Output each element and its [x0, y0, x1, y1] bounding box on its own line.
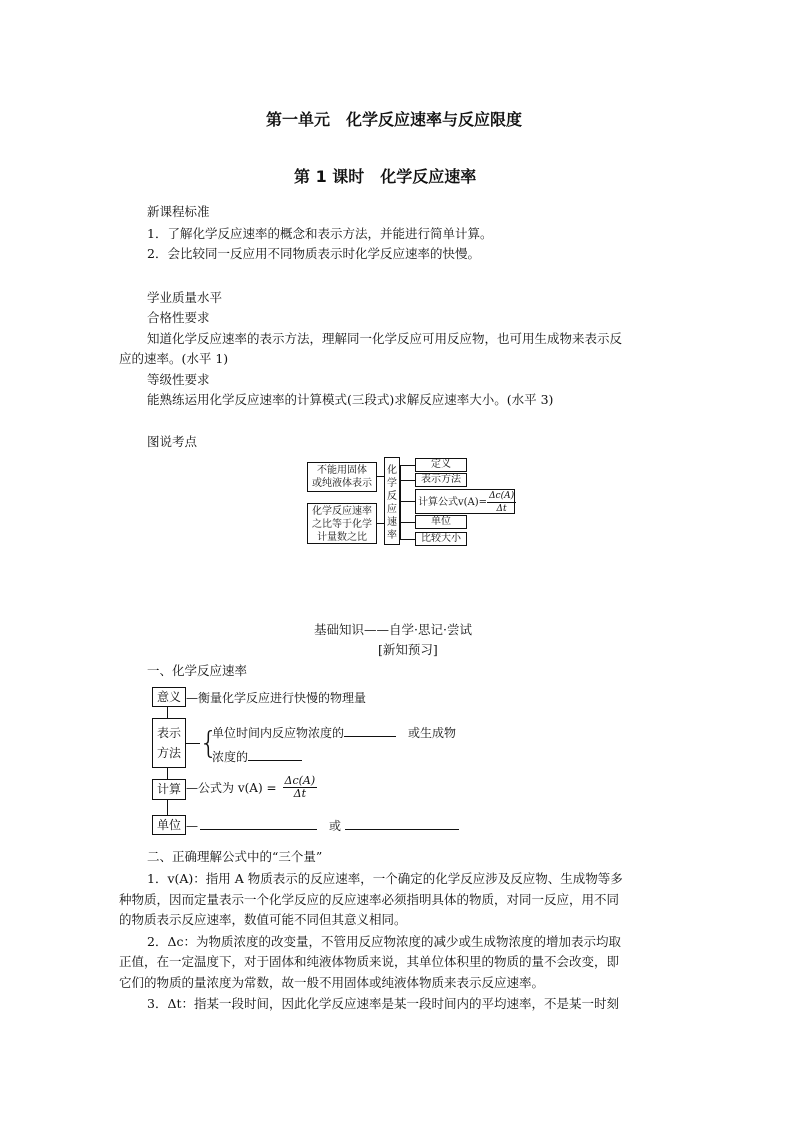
grade-line: 能熟练运用化学反应速率的计算模式(三段式)求解反应速率大小。(水平 3) [147, 392, 554, 407]
connector [400, 480, 415, 481]
diagram-formula-fraction [487, 490, 516, 515]
method-brace: { [199, 726, 219, 761]
section2-line-2: 种物质，因而定量表示一个化学反应的反应速率必须指明具体的物质，对同一反应，用不同 [119, 892, 620, 907]
method-line-2-text: 浓度的 [212, 750, 249, 764]
section2-line-3: 的物质表示反应速率，数值可能不同但其意义相同。 [119, 912, 407, 927]
label-method [152, 718, 186, 768]
diagram-text: 速 [387, 517, 397, 528]
section2-line-5: 正值，在一定温度下，对于固体和纯液体物质来说，其单位体积里的物质的量不会改变，即 [119, 954, 620, 969]
label-meaning: 意义 [152, 687, 186, 707]
diagram-text: 计量数之比 [317, 532, 367, 543]
section2-line-7: 3．Δt：指某一段时间，因此化学反应速率是某一段时间内的平均速率，不是某一时刻 [147, 996, 620, 1011]
section2-heading: 二、正确理解公式中的“三个量” [147, 849, 323, 864]
pass-heading: 合格性要求 [147, 310, 210, 325]
label-method-line: 表示 [156, 726, 181, 740]
connector [167, 767, 168, 779]
standards-item-2: 2．会比较同一反应用不同物质表示时化学反应速率的快慢。 [147, 246, 480, 261]
section1-heading: 一、化学反应速率 [147, 663, 248, 678]
diagram-text: 学 [387, 478, 397, 489]
standards-heading: 新课程标准 [147, 204, 210, 219]
calc-denominator: Δt [293, 787, 306, 800]
unit-or: 或 [329, 819, 342, 833]
diagram-text: 反 [387, 491, 397, 502]
section2-line-6: 它们的物质的量浓度为常数，故一般不用固体或纯液体物质来表示反应速率。 [119, 975, 545, 990]
diagram-box-unit: 单位 [415, 515, 467, 529]
connector [186, 743, 200, 744]
unit-title: 第一单元 化学反应速率与反应限度 [266, 110, 523, 129]
connector [400, 465, 415, 466]
diagram-text: 不能用固体 [317, 465, 367, 476]
connector [377, 523, 384, 524]
connector [377, 476, 384, 477]
diagram-box-definition: 定义 [415, 458, 467, 472]
diagram-center-box [384, 457, 400, 545]
label-method-line: 方法 [156, 746, 181, 760]
diagram-formula-label: 计算公式v(A)= [418, 496, 488, 508]
diagram-text: 应 [387, 504, 397, 515]
label-unit: 单位 [152, 815, 186, 835]
calc-numerator: Δc(A) [284, 774, 316, 787]
connector [167, 706, 168, 718]
method-line-1 [212, 724, 456, 741]
method-line-1-text: 单位时间内反应物浓度的 [212, 726, 345, 740]
diagram-box-method: 表示方法 [415, 473, 467, 487]
diagram-formula-numerator: Δc(A) [489, 491, 515, 501]
diagram-box-ratio [307, 503, 377, 544]
diagram-text: 化学反应速率 [312, 506, 372, 517]
blank-unit-1[interactable] [200, 829, 317, 830]
calc-text: —公式为 v(A) = [186, 781, 277, 795]
standards-item-1: 1．了解化学反应速率的概念和表示方法，并能进行简单计算。 [147, 226, 493, 241]
connector [400, 539, 415, 540]
basics-heading: 基础知识——自学·思记·尝试 [314, 622, 472, 637]
diagram-box-compare: 比较大小 [415, 532, 467, 546]
basics-subheading: [新知预习] [378, 642, 438, 657]
quality-heading: 学业质量水平 [147, 290, 223, 305]
diagram-box-formula [415, 489, 515, 514]
pass-line-2: 应的速率。(水平 1) [119, 351, 229, 366]
pass-line-1: 知道化学反应速率的表示方法，理解同一化学反应可用反应物，也可用生成物来表示反 [147, 331, 623, 346]
diagram-text: 率 [387, 530, 397, 541]
section2-line-4: 2．Δc：为物质浓度的改变量，不管用反应物浓度的减少或生成物浓度的增加表示均取 [147, 934, 621, 949]
diagram-box-solid-liquid [307, 462, 377, 492]
diagram-text: 之比等于化学 [312, 519, 372, 530]
blank-reactant[interactable] [344, 736, 396, 737]
connector [400, 522, 415, 523]
connector [400, 465, 401, 540]
connector [167, 800, 168, 815]
calc-formula [186, 775, 317, 800]
blank-product[interactable] [248, 760, 302, 761]
diagram-formula-denominator: Δt [496, 504, 507, 514]
unit-line: — 或 [186, 817, 459, 834]
section2-line-1: 1．v(A)：指用 A 物质表示的反应速率，一个确定的化学反应涉及反应物、生成物等多 [147, 871, 623, 886]
figure-heading: 图说考点 [147, 434, 198, 449]
lesson-title: 第 1 课时 化学反应速率 [294, 167, 477, 186]
diagram-text: 或纯液体表示 [312, 478, 372, 489]
grade-heading: 等级性要求 [147, 372, 210, 387]
calc-fraction [283, 775, 318, 800]
blank-unit-2[interactable] [345, 829, 459, 830]
connector [400, 501, 415, 502]
method-line-1-tail: 或生成物 [408, 726, 457, 740]
meaning-text: —衡量化学反应进行快慢的物理量 [186, 691, 367, 705]
label-calc: 计算 [152, 779, 186, 800]
diagram-text: 化 [387, 465, 397, 476]
method-line-2 [212, 748, 302, 765]
